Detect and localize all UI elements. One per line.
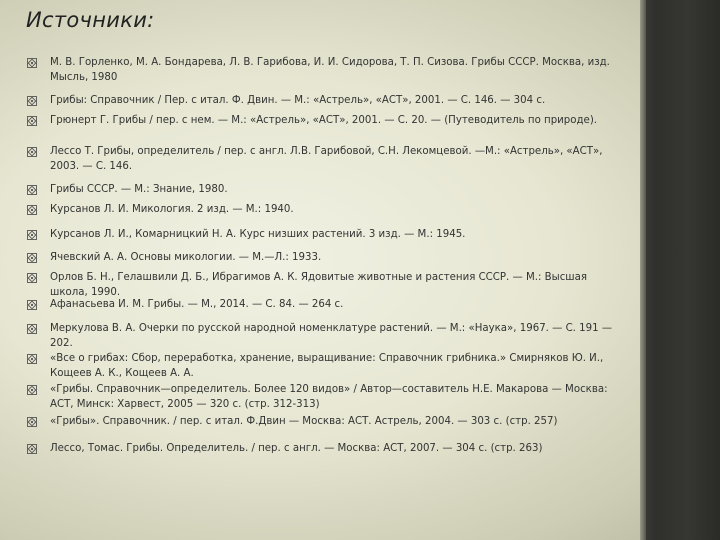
source-text: Курсанов Л. И., Комарницкий Н. А. Курс низших растений. 3 изд. — М.: 1945.: [50, 229, 466, 240]
diamond-bullet-icon: [26, 146, 38, 158]
diamond-bullet-icon: [26, 323, 38, 335]
source-text: Афанасьева И. М. Грибы. — М., 2014. — С. 84. — 264 с.: [50, 299, 344, 310]
diamond-bullet-icon: [26, 229, 38, 241]
source-text: Лессо Т. Грибы, определитель / пер. с англ. Л.В. Гарибовой, С.Н. Лекомцевой. —М.: «Астрель», «АСТ», 2003. — С. 146.: [50, 146, 603, 172]
diamond-bullet-icon: [26, 416, 38, 428]
source-text: «Грибы. Справочник—определитель. Более 120 видов» / Автор—составитель Н.Е. Макарова — Москва: АСТ, Минск: Харвест, 2005 — 320 с. (стр. 312-313): [50, 384, 608, 410]
source-text: Курсанов Л. И. Микология. 2 изд. — М.: 1940.: [50, 204, 294, 215]
diamond-bullet-icon: [26, 204, 38, 216]
decorative-side-strip: [640, 0, 720, 540]
source-text: Орлов Б. Н., Гелашвили Д. Б., Ибрагимов А. К. Ядовитые животные и растения СССР. — М.: Высшая школа, 1990.: [50, 272, 587, 298]
diamond-bullet-icon: [26, 272, 38, 284]
diamond-bullet-icon: [26, 252, 38, 264]
diamond-bullet-icon: [26, 384, 38, 396]
diamond-bullet-icon: [26, 115, 38, 127]
slide-title: Источники:: [26, 8, 155, 32]
diamond-bullet-icon: [26, 95, 38, 107]
source-text: «Все о грибах: Сбор, переработка, хранение, выращивание: Справочник грибника.» Смирняков Ю. И., Кощеев А. К., Кощеев А. А.: [50, 353, 604, 379]
diamond-bullet-icon: [26, 184, 38, 196]
source-text: Ячевский А. А. Основы микологии. — М.—Л.: 1933.: [50, 252, 322, 263]
diamond-bullet-icon: [26, 299, 38, 311]
source-text: Меркулова В. А. Очерки по русской народной номенклатуре растений. — М.: «Наука», 1967. — С. 191 —202.: [50, 323, 613, 349]
source-text: «Грибы». Справочник. / пер. с итал. Ф.Двин — Москва: АСТ. Астрель, 2004. — 303 с. (стр. 257): [50, 416, 558, 427]
source-text: Грюнерт Г. Грибы / пер. с нем. — М.: «Астрель», «АСТ», 2001. — С. 20. — (Путеводитель по природе).: [50, 115, 598, 126]
source-text: Грибы: Справочник / Пер. с итал. Ф. Двин. — М.: «Астрель», «АСТ», 2001. — С. 146. — 304 с.: [50, 95, 546, 106]
source-text: Грибы СССР. — М.: Знание, 1980.: [50, 184, 228, 195]
source-text: М. В. Горленко, М. А. Бондарева, Л. В. Гарибова, И. И. Сидорова, Т. П. Сизова. Грибы СССР. Москва, изд. Мысль, 1980: [50, 57, 610, 83]
diamond-bullet-icon: [26, 57, 38, 69]
source-text: Лессо, Томас. Грибы. Определитель. / пер. с англ. — Москва: АСТ, 2007. — 304 с. (стр. 263): [50, 443, 543, 454]
diamond-bullet-icon: [26, 353, 38, 365]
diamond-bullet-icon: [26, 443, 38, 455]
